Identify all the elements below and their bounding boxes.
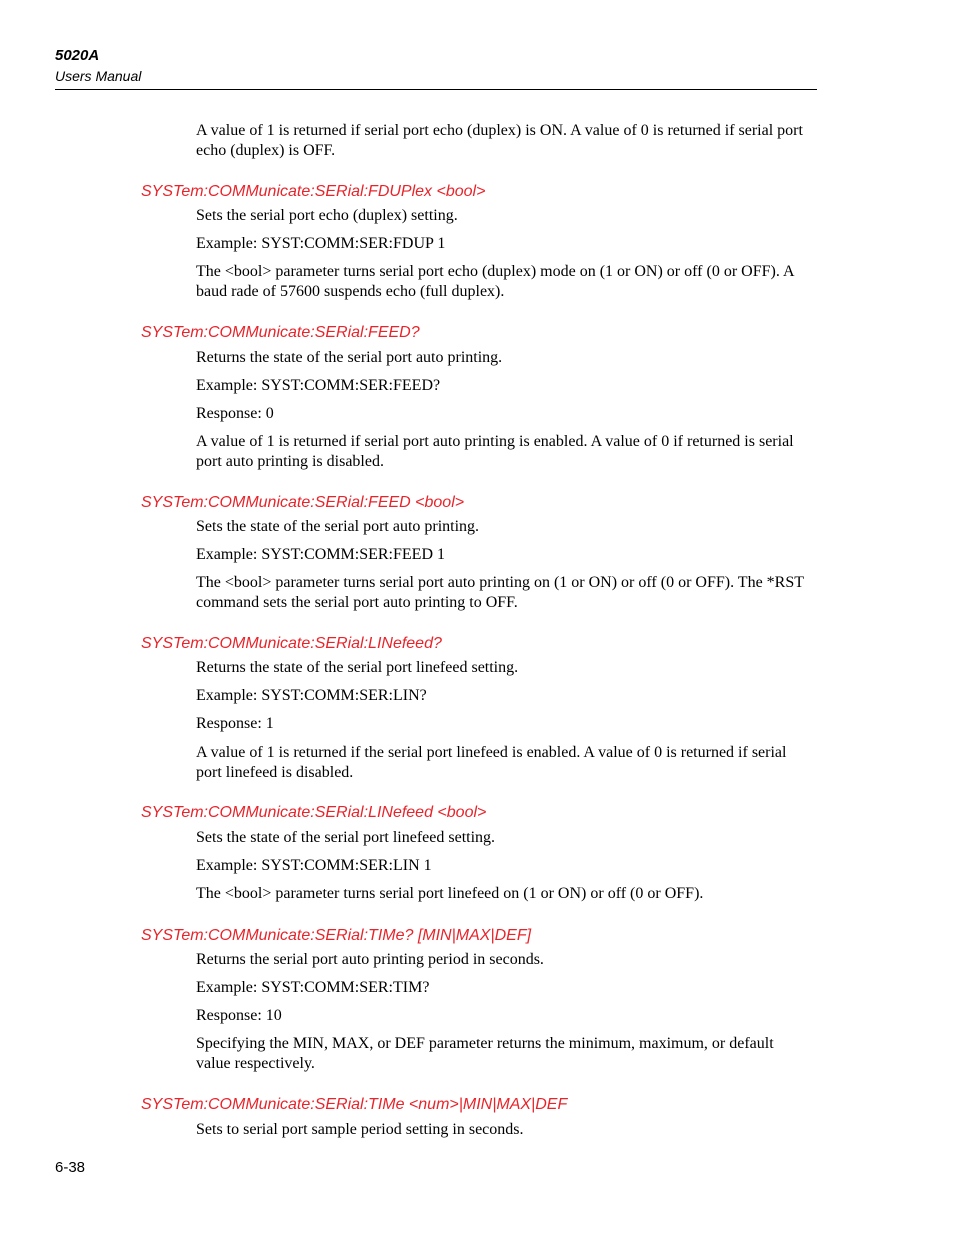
paragraph-linefeed-query-detail: A value of 1 is returned if the serial port linefeed is enabled. A value of 0 is returned if serial port linefeed is disabled. <box>196 744 787 781</box>
paragraph-time-query-response: Response: 10 <box>196 1007 282 1024</box>
paragraph-feed-query-example: Example: SYST:COMM:SER:FEED? <box>196 377 441 394</box>
paragraph-linefeed-query-example: Example: SYST:COMM:SER:LIN? <box>196 687 427 704</box>
paragraph-feed-query-desc: Returns the state of the serial port auto printing. <box>196 349 503 366</box>
paragraph-linefeed-set-desc: Sets the state of the serial port linefeed setting. <box>196 829 496 846</box>
paragraph-time-query-detail: Specifying the MIN, MAX, or DEF parameter returns the minimum, maximum, or default value respectively. <box>196 1035 774 1072</box>
heading-time-query: SYSTem:COMMunicate:SERial:TIMe? [MIN|MAX|DEF] <box>141 927 532 944</box>
heading-feed-set: SYSTem:COMMunicate:SERial:FEED <bool> <box>141 494 465 511</box>
paragraph-time-set-desc: Sets to serial port sample period setting in seconds. <box>196 1121 524 1138</box>
paragraph-feed-query-response: Response: 0 <box>196 405 274 422</box>
paragraph-feed-query-detail: A value of 1 is returned if serial port auto printing is enabled. A value of 0 if returned is serial port auto printing is disabled. <box>196 433 794 470</box>
model-name: 5020A <box>55 47 100 64</box>
paragraph-fduplex-desc: Sets the serial port echo (duplex) setting. <box>196 207 458 224</box>
paragraph-linefeed-query-response: Response: 1 <box>196 715 274 732</box>
paragraph-linefeed-query-desc: Returns the state of the serial port linefeed setting. <box>196 659 519 676</box>
heading-fduplex-set: SYSTem:COMMunicate:SERial:FDUPlex <bool> <box>141 183 486 200</box>
paragraph-feed-set-example: Example: SYST:COMM:SER:FEED 1 <box>196 546 445 563</box>
paragraph-fduplex-example: Example: SYST:COMM:SER:FDUP 1 <box>196 235 446 252</box>
heading-linefeed-query: SYSTem:COMMunicate:SERial:LINefeed? <box>141 635 442 652</box>
heading-feed-query: SYSTem:COMMunicate:SERial:FEED? <box>141 324 420 341</box>
paragraph-fduplex-detail: The <bool> parameter turns serial port echo (duplex) mode on (1 or ON) or off (0 or OFF). A baud rade of 57600 suspends echo (full duplex). <box>196 263 794 300</box>
paragraph-echo-return: A value of 1 is returned if serial port echo (duplex) is ON. A value of 0 is returned if serial port echo (duplex) is OFF. <box>196 122 803 159</box>
paragraph-feed-set-detail: The <bool> parameter turns serial port auto printing on (1 or ON) or off (0 or OFF). The *RST command sets the serial port auto printing to OFF. <box>196 574 804 611</box>
paragraph-time-query-desc: Returns the serial port auto printing period in seconds. <box>196 951 544 968</box>
heading-linefeed-set: SYSTem:COMMunicate:SERial:LINefeed <bool> <box>141 804 487 821</box>
heading-time-set: SYSTem:COMMunicate:SERial:TIMe <num>|MIN|MAX|DEF <box>141 1096 568 1113</box>
page-header <box>55 46 817 86</box>
paragraph-time-query-example: Example: SYST:COMM:SER:TIM? <box>196 979 430 996</box>
paragraph-linefeed-set-example: Example: SYST:COMM:SER:LIN 1 <box>196 857 432 874</box>
header-rule <box>55 89 817 90</box>
page-number: 6-38 <box>55 1159 86 1176</box>
paragraph-feed-set-desc: Sets the state of the serial port auto printing. <box>196 518 480 535</box>
paragraph-linefeed-set-detail: The <bool> parameter turns serial port linefeed on (1 or ON) or off (0 or OFF). <box>196 885 704 902</box>
manual-title: Users Manual <box>55 68 142 84</box>
